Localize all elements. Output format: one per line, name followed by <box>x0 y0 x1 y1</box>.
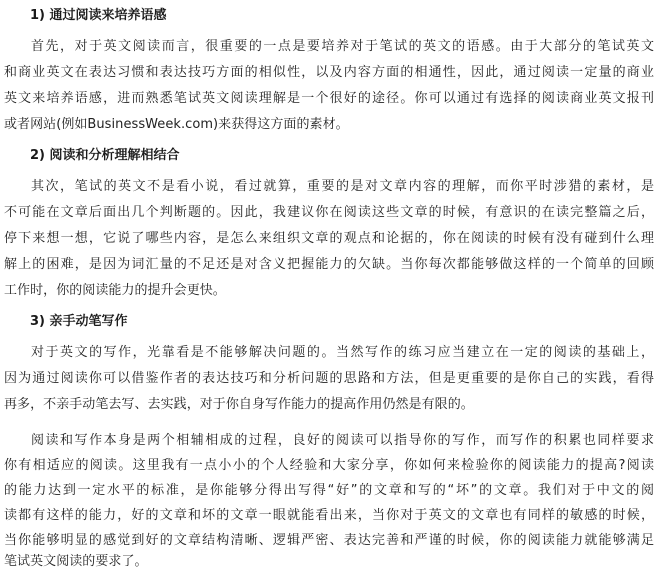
text-line: 阅读和写作本身是两个相辅相成的过程，良好的阅读可以指导你的写作，而写作的积累也同样要求 <box>31 433 654 448</box>
text-line: 其次，笔试的英文不是看小说，看过就算，重要的是对文章内容的理解，而你平时涉猎的素材，是 <box>31 179 654 194</box>
section-heading-2: 2) 阅读和分析理解相结合 <box>30 148 180 163</box>
text-line: 读都有这样的能力，好的文章和坏的文章一眼就能看出来，当你对于英文的文章也有同样的敏感的时候， <box>4 508 654 523</box>
text-line: 当你能够明显的感觉到好的文章结构清晰、逻辑严密、表达完善和严谨的时候，你的阅读能力就能够满足 <box>4 533 654 548</box>
text-line: 你有相适应的阅读。这里我有一点小小的个人经验和大家分享，你如何来检验你的阅读能力的提高?阅读 <box>4 458 654 473</box>
text-line: 对于英文的写作，光靠看是不能够解决问题的。当然写作的练习应当建立在一定的阅读的基础上， <box>31 345 654 360</box>
text-line: 解上的困难，是因为词汇量的不足还是对含义把握能力的欠缺。当你每次都能够做这样的一个简单的回顾 <box>4 257 654 272</box>
text-line: 笔试英文阅读的要求了。 <box>4 554 148 569</box>
text-line: 的能力达到一定水平的标准，是你能够分得出写得“好”的文章和写的“坏”的文章。我们对于中文的阅 <box>4 483 654 498</box>
text-line: 停下来想一想，它说了哪些内容，是怎么来组织文章的观点和论据的，你在阅读的时候有没有碰到什么理 <box>4 231 654 246</box>
text-line: 或者网站(例如BusinessWeek.com)来获得这方面的素材。 <box>4 117 349 132</box>
text-line: 工作时，你的阅读能力的提升会更快。 <box>4 283 226 298</box>
text-line: 再多，不亲手动笔去写、去实践，对于你自身写作能力的提高作用仍然是有限的。 <box>4 397 474 412</box>
text-line: 不可能在文章后面出几个判断题的。因此，我建议你在阅读这些文章的时候，有意识的在读完整篇之后， <box>4 205 654 220</box>
section-heading-3: 3) 亲手动笔写作 <box>30 314 128 329</box>
text-line: 首先，对于英文阅读而言，很重要的一点是要培养对于笔试的英文的语感。由于大部分的笔试英文 <box>31 39 654 54</box>
text-line: 英文来培养语感，进而熟悉笔试英文阅读理解是一个很好的途径。你可以通过有选择的阅读商业英文报刊 <box>4 91 654 106</box>
text-line: 和商业英文在表达习惯和表达技巧方面的相似性，以及内容方面的相通性，因此，通过阅读一定量的商业 <box>4 65 654 80</box>
section-heading-1: 1) 通过阅读来培养语感 <box>30 8 167 23</box>
text-line: 因为通过阅读你可以借鉴作者的表达技巧和分析问题的思路和方法，但是更重要的是你自己的实践，看得 <box>4 371 654 386</box>
